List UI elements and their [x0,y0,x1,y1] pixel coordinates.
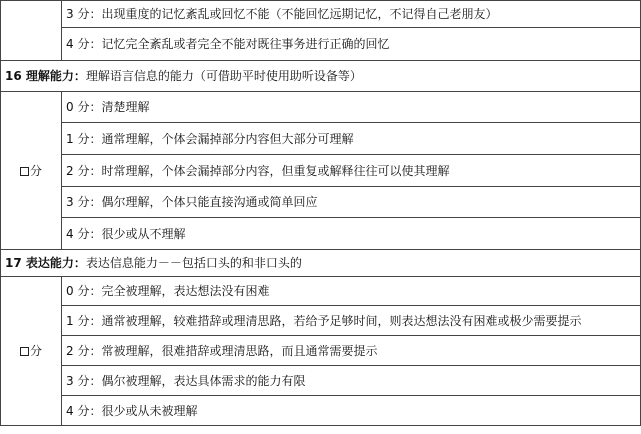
section-description: 表达信息能力－－包括口头的和非口头的 [85,256,302,270]
score-label: 分 [29,344,42,358]
option-text: 4 分：很少或从不理解 [62,218,641,250]
checkbox-icon[interactable] [20,347,29,356]
section-header-expression [1,250,641,277]
section-title: 17 表达能力： [5,256,86,270]
score-cell-expression[interactable] [1,277,62,426]
option-text: 1 分：通常理解，个体会漏掉部分内容但大部分可理解 [62,123,641,155]
option-text: 0 分：清楚理解 [62,92,641,123]
option-text: 4 分：很少或从未被理解 [62,396,641,426]
section-title: 16 理解能力： [5,69,86,83]
option-row [1,336,641,366]
option-row [1,28,641,61]
checkbox-icon[interactable] [20,167,29,176]
option-text: 0 分：完全被理解，表达想法没有困难 [62,277,641,306]
score-label: 分 [29,163,42,178]
score-cell-memory [1,1,62,61]
option-row [1,277,641,306]
option-text: 1 分：通常被理解，较难措辞或理清思路，若给予足够时间，则表达想法没有困难或极少需要提示 [62,306,641,336]
option-row [1,306,641,336]
option-row [1,187,641,218]
option-row [1,218,641,250]
option-row [1,123,641,155]
option-row [1,155,641,187]
option-row [1,366,641,396]
option-row [1,396,641,426]
section-header-comprehension [1,61,641,92]
option-text: 2 分：常被理解，很难措辞或理清思路，而且通常需要提示 [62,336,641,366]
option-text: 3 分：偶尔被理解，表达具体需求的能力有限 [62,366,641,396]
section-description: 理解语言信息的能力（可借助平时使用助听设备等） [85,69,362,83]
option-text: 2 分：时常理解，个体会漏掉部分内容，但重复或解释往往可以使其理解 [62,155,641,187]
option-text: 4 分：记忆完全紊乱或者完全不能对既往事务进行正确的回忆 [62,28,641,61]
score-cell-comprehension[interactable] [1,92,62,250]
option-text: 3 分：偶尔理解，个体只能直接沟通或简单回应 [62,187,641,218]
option-text: 3 分：出现重度的记忆紊乱或回忆不能（不能回忆远期记忆，不记得自己老朋友） [62,1,641,28]
option-row [1,92,641,123]
option-row [1,1,641,28]
